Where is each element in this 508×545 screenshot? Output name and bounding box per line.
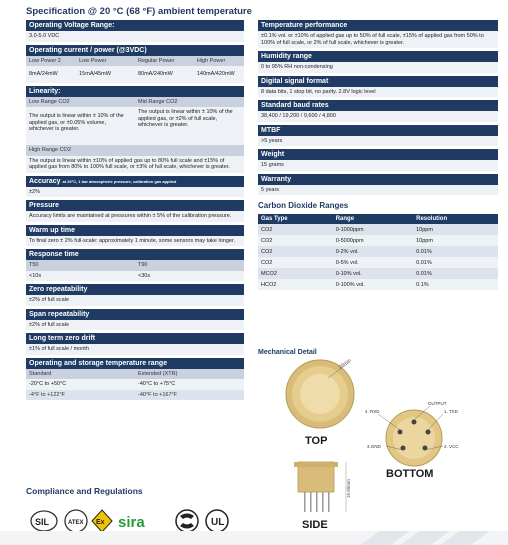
linearity-header: Linearity: <box>26 86 244 97</box>
span-repeat-value: ±2% of full scale <box>26 320 244 331</box>
value-low-power-2: 8mA/24mW <box>29 71 58 77</box>
digital-header: Digital signal format <box>258 76 498 87</box>
cell-gas: CO2 <box>258 246 333 257</box>
right-column <box>258 20 498 290</box>
cell-resolution: 10ppm <box>413 235 498 246</box>
top-label: TOP <box>305 435 328 447</box>
span-repeat-header: Span repeatability <box>26 309 244 320</box>
value-high-power: 140mA/420mW <box>196 71 235 77</box>
cell-resolution: 0.01% <box>413 246 498 257</box>
linearity-low-text: The output is linear within ± 10% of the applied gas, or ±0.05% volume, whichever is greater. <box>26 107 135 145</box>
linearity-high-label: High Range CO2 <box>26 145 244 156</box>
humidity-header: Humidity range <box>258 51 498 62</box>
operating-current-header: Operating current / power (@3VDC) <box>26 45 244 56</box>
footer-decoration <box>0 531 508 545</box>
sensor-top-view <box>286 358 354 428</box>
mtbf-value: >5 years <box>258 136 498 147</box>
carbon-table <box>258 214 498 290</box>
col-gas-type: Gas Type <box>258 214 333 224</box>
ex-logo <box>92 510 112 532</box>
compliance-title: Compliance and Regulations <box>26 486 143 496</box>
col-resolution: Resolution <box>413 214 498 224</box>
csa-logo <box>176 510 198 532</box>
svg-text:SIL: SIL <box>35 517 50 527</box>
pin-rxd-label: 4. RXD <box>365 409 380 414</box>
operating-current-columns <box>26 56 244 67</box>
accuracy-note: at 20°C, 1 bar atmospheric pressure, calibration gas applied <box>62 178 177 184</box>
operating-voltage-value: 3.0-5.0 VDC <box>26 31 244 42</box>
cell-gas: MCO2 <box>258 268 333 279</box>
cell-range: 0-5000ppm <box>333 235 413 246</box>
cell-resolution: 0.1% <box>413 279 498 290</box>
svg-text:Ex: Ex <box>96 519 105 526</box>
dim-side-label: 16.60mm <box>346 479 351 498</box>
table-row <box>258 268 498 279</box>
cell-range: 0-10% vol. <box>333 268 413 279</box>
operating-voltage-header: Operating Voltage Range: <box>26 20 244 31</box>
svg-text:UL: UL <box>211 517 225 528</box>
mechanical-drawing <box>258 358 498 533</box>
zero-repeat-value: ±2% of full scale <box>26 295 244 306</box>
table-row <box>258 224 498 235</box>
dim-top-label: 20mm <box>337 358 353 371</box>
cell-range: 0-1000ppm <box>333 224 413 235</box>
warmup-value: To final zero ± 2% full-scale: approximately 1 minute, some sensors may take longer. <box>26 236 244 247</box>
table-row <box>258 257 498 268</box>
linearity-mid-label: Mid Range CO2 <box>135 97 244 108</box>
sensor-bottom-view <box>378 406 443 466</box>
cell-gas: CO2 <box>258 235 333 246</box>
baud-header: Standard baud rates <box>258 100 498 111</box>
op-temp-standard-f: -4°F to +122°F <box>26 390 135 401</box>
weight-header: Weight <box>258 149 498 160</box>
digital-value: 8 data bits, 1 stop bit, no parity. 2.8V logic level <box>258 87 498 98</box>
side-label: SIDE <box>302 519 328 531</box>
table-row <box>258 279 498 290</box>
response-t90-label: T90 <box>135 260 244 271</box>
page-title: Specification @ 20 °C (68 °F) ambient temperature <box>26 6 252 17</box>
value-low-power: 15mA/45mW <box>79 71 111 77</box>
response-table <box>26 260 244 281</box>
accuracy-header <box>26 176 244 187</box>
column-low-power: Low Power <box>79 57 107 64</box>
pin-output-label: OUTPUT <box>428 401 447 406</box>
baud-value: 38,400 / 19,200 / 9,600 / 4,800 <box>258 111 498 122</box>
value-regular-power: 80mA/240mW <box>137 71 173 77</box>
carbon-title: Carbon Dioxide Ranges <box>258 201 349 210</box>
cell-gas: HCO2 <box>258 279 333 290</box>
atex-logo <box>65 510 87 532</box>
cell-resolution: 0.01% <box>413 268 498 279</box>
op-temp-extended-c: -40°C to +75°C <box>135 379 244 390</box>
response-t50-value: <10s <box>26 271 135 282</box>
sil-logo <box>31 511 57 531</box>
op-temp-standard-c: -20°C to +50°C <box>26 379 135 390</box>
weight-value: 15 grams <box>258 160 498 171</box>
table-row <box>258 246 498 257</box>
pin-vcc-label: 2. VCC <box>444 444 459 449</box>
op-temp-extended-label: Extended (XTR) <box>135 369 244 380</box>
pin-gnd-label: 3.GND <box>367 444 381 449</box>
mtbf-header: MTBF <box>258 125 498 136</box>
svg-text:sira: sira <box>118 514 145 531</box>
warmup-header: Warm up time <box>26 225 244 236</box>
column-regular-power: Regular Power <box>137 57 175 64</box>
zero-repeat-header: Zero repeatability <box>26 284 244 295</box>
pressure-header: Pressure <box>26 200 244 211</box>
linearity-low-label: Low Range CO2 <box>26 97 135 108</box>
drift-value: ±1% of full scale / month <box>26 344 244 355</box>
cell-gas: CO2 <box>258 224 333 235</box>
op-temp-extended-f: -40°F to +167°F <box>135 390 244 401</box>
operating-current-values <box>26 66 244 83</box>
column-high-power: High Power <box>196 57 226 64</box>
pressure-value: Accuracy limits are maintained at pressures within ± 5% of the calibration pressure. <box>26 211 244 222</box>
cell-range: 0-100% vol. <box>333 279 413 290</box>
ul-logo <box>206 510 228 532</box>
response-t50-label: T50 <box>26 260 135 271</box>
cell-resolution: 10ppm <box>413 224 498 235</box>
linearity-mid-text: The output is linear within ± 10% of the applied gas, or ±2% of full scale, whichever is greater. <box>135 107 244 145</box>
op-temp-table <box>26 369 244 401</box>
response-header: Response time <box>26 249 244 260</box>
mechanical-title: Mechanical Detail <box>258 349 317 356</box>
temp-perf-header: Temperature performance <box>258 20 498 31</box>
warranty-value: 5 years <box>258 185 498 196</box>
svg-text:ATEX: ATEX <box>68 520 84 526</box>
cell-range: 0-2% vol. <box>333 246 413 257</box>
sensor-side-view <box>294 462 351 512</box>
accuracy-title: Accuracy <box>29 177 61 185</box>
humidity-value: 0 to 95% RH non-condensing <box>258 62 498 73</box>
pin-txd-label: 1. TXD <box>444 409 458 414</box>
op-temp-header: Operating and storage temperature range <box>26 358 244 369</box>
accuracy-value: ±2% <box>26 187 244 198</box>
warranty-header: Warranty <box>258 174 498 185</box>
bottom-label: BOTTOM <box>386 468 434 480</box>
temp-perf-value: ±0.1% vol. or ±10% of applied gas up to 50% of full scale, ±15% of applied gas from 50% to 100% of full scale, or 2% of full scale, whichever is greater. <box>258 31 498 48</box>
linearity-high-text: The output is linear within ±10% of applied gas up to 80% full scale and ±15% of applied gas from 80% to 100% full scale, or ±3% of full scale, whichever is greater. <box>26 156 244 173</box>
column-low-power-2: Low Power 2 <box>29 57 61 64</box>
cell-range: 0-5% vol. <box>333 257 413 268</box>
cell-gas: CO2 <box>258 257 333 268</box>
response-t90-value: <30s <box>135 271 244 282</box>
drift-header: Long term zero drift <box>26 333 244 344</box>
table-row <box>258 235 498 246</box>
col-range: Range <box>333 214 413 224</box>
linearity-low-mid <box>26 97 244 146</box>
op-temp-standard-label: Standard <box>26 369 135 380</box>
cell-resolution: 0.01% <box>413 257 498 268</box>
left-column <box>26 20 244 400</box>
